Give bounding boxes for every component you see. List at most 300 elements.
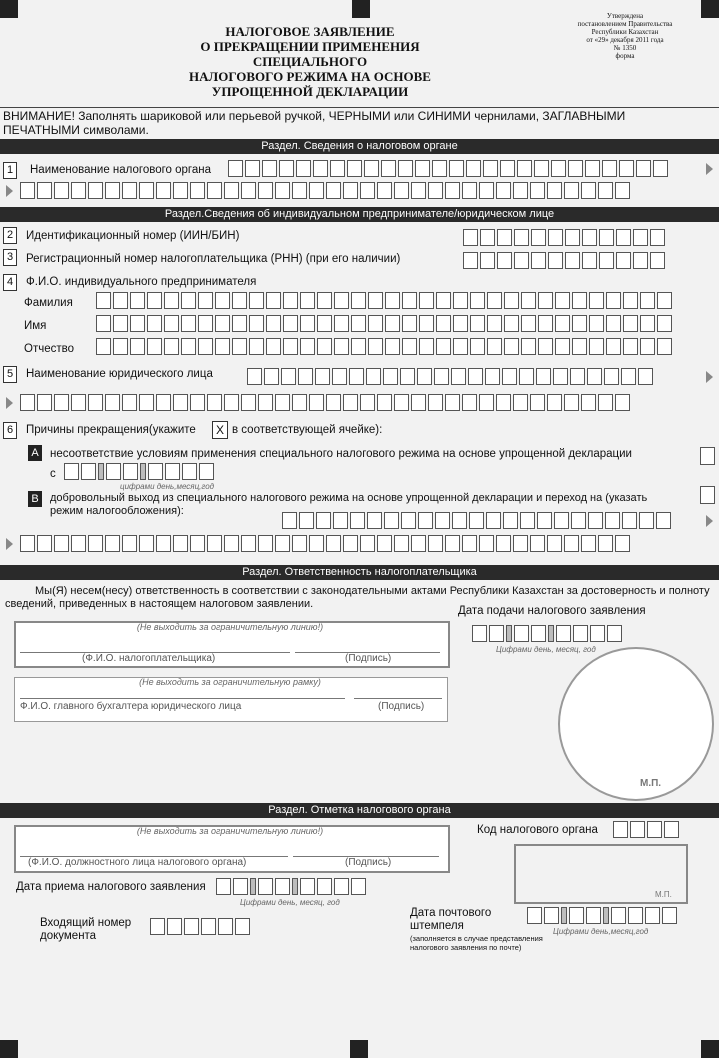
input-cell[interactable] [317, 292, 332, 309]
input-cell[interactable] [555, 338, 570, 355]
input-cell[interactable] [283, 315, 298, 332]
input-cell[interactable] [381, 160, 396, 177]
patronymic-cells[interactable] [96, 338, 672, 355]
input-cell[interactable] [606, 338, 621, 355]
input-cell[interactable] [264, 368, 279, 385]
input-cell[interactable] [402, 292, 417, 309]
input-cell[interactable] [572, 292, 587, 309]
input-cell[interactable] [241, 394, 256, 411]
input-cell[interactable] [148, 463, 163, 480]
input-cell[interactable] [315, 368, 330, 385]
input-cell[interactable] [547, 182, 562, 199]
input-cell[interactable] [309, 535, 324, 552]
input-cell[interactable] [332, 368, 347, 385]
input-cell[interactable] [548, 252, 563, 269]
input-cell[interactable] [487, 315, 502, 332]
input-cell[interactable] [623, 315, 638, 332]
input-cell[interactable] [88, 535, 103, 552]
input-cell[interactable] [500, 160, 515, 177]
input-cell[interactable] [199, 463, 214, 480]
legal-entity-cells[interactable] [247, 368, 653, 385]
input-cell[interactable] [275, 535, 290, 552]
input-cell[interactable] [190, 535, 205, 552]
input-cell[interactable] [150, 918, 165, 935]
input-cell[interactable] [521, 338, 536, 355]
input-cell[interactable] [530, 394, 545, 411]
input-cell[interactable] [266, 338, 281, 355]
input-cell[interactable] [54, 535, 69, 552]
input-cell[interactable] [167, 918, 182, 935]
input-cell[interactable] [514, 625, 529, 642]
input-cell[interactable] [582, 229, 597, 246]
input-cell[interactable] [633, 229, 648, 246]
input-cell[interactable] [468, 368, 483, 385]
input-cell[interactable] [606, 315, 621, 332]
input-cell[interactable] [233, 878, 248, 895]
input-cell[interactable] [470, 338, 485, 355]
input-cell[interactable] [445, 182, 460, 199]
input-cell[interactable] [105, 535, 120, 552]
input-cell[interactable] [249, 315, 264, 332]
input-cell[interactable] [207, 394, 222, 411]
input-cell[interactable] [181, 315, 196, 332]
input-cell[interactable] [520, 512, 535, 529]
input-cell[interactable] [333, 512, 348, 529]
input-cell[interactable] [531, 252, 546, 269]
input-cell[interactable] [513, 535, 528, 552]
input-cell[interactable] [317, 315, 332, 332]
name-cells[interactable] [96, 315, 672, 332]
input-cell[interactable] [130, 338, 145, 355]
input-cell[interactable] [613, 821, 628, 838]
input-cell[interactable] [555, 315, 570, 332]
input-cell[interactable] [368, 315, 383, 332]
input-cell[interactable] [514, 229, 529, 246]
input-cell[interactable] [88, 394, 103, 411]
input-cell[interactable] [640, 315, 655, 332]
input-cell[interactable] [316, 512, 331, 529]
input-cell[interactable] [317, 338, 332, 355]
input-cell[interactable] [581, 182, 596, 199]
input-cell[interactable] [581, 535, 596, 552]
input-cell[interactable] [241, 182, 256, 199]
input-cell[interactable] [428, 394, 443, 411]
input-cell[interactable] [553, 368, 568, 385]
input-cell[interactable] [218, 918, 233, 935]
input-cell[interactable] [615, 394, 630, 411]
input-cell[interactable] [633, 252, 648, 269]
option-b-checkbox[interactable] [700, 486, 715, 504]
input-cell[interactable] [615, 182, 630, 199]
input-cell[interactable] [20, 394, 35, 411]
input-cell[interactable] [503, 512, 518, 529]
input-cell[interactable] [436, 292, 451, 309]
input-cell[interactable] [479, 535, 494, 552]
input-cell[interactable] [469, 512, 484, 529]
input-cell[interactable] [262, 160, 277, 177]
input-cell[interactable] [156, 182, 171, 199]
input-cell[interactable] [653, 160, 668, 177]
input-cell[interactable] [266, 292, 281, 309]
input-cell[interactable] [279, 160, 294, 177]
input-cell[interactable] [513, 394, 528, 411]
input-cell[interactable] [428, 535, 443, 552]
input-cell[interactable] [292, 182, 307, 199]
input-cell[interactable] [582, 252, 597, 269]
input-cell[interactable] [419, 338, 434, 355]
input-cell[interactable] [623, 292, 638, 309]
input-cell[interactable] [130, 292, 145, 309]
input-cell[interactable] [485, 368, 500, 385]
input-cell[interactable] [20, 182, 35, 199]
input-cell[interactable] [598, 182, 613, 199]
input-cell[interactable] [326, 182, 341, 199]
postmark-date-cells[interactable] [527, 907, 677, 924]
input-cell[interactable] [664, 821, 679, 838]
input-cell[interactable] [343, 182, 358, 199]
legal-entity-cells-2[interactable] [20, 394, 630, 411]
input-cell[interactable] [411, 535, 426, 552]
input-cell[interactable] [434, 368, 449, 385]
input-cell[interactable] [628, 907, 643, 924]
input-cell[interactable] [571, 512, 586, 529]
input-cell[interactable] [636, 160, 651, 177]
input-cell[interactable] [334, 338, 349, 355]
input-cell[interactable] [201, 918, 216, 935]
input-cell[interactable] [599, 229, 614, 246]
input-cell[interactable] [531, 625, 546, 642]
input-cell[interactable] [275, 878, 290, 895]
input-cell[interactable] [483, 160, 498, 177]
iin-cells[interactable] [463, 229, 665, 246]
input-cell[interactable] [292, 394, 307, 411]
input-cell[interactable] [462, 535, 477, 552]
input-cell[interactable] [215, 292, 230, 309]
input-cell[interactable] [122, 535, 137, 552]
tax-authority-cells-2[interactable] [20, 182, 630, 199]
input-cell[interactable] [572, 338, 587, 355]
input-cell[interactable] [258, 878, 273, 895]
input-cell[interactable] [657, 315, 672, 332]
input-cell[interactable] [105, 182, 120, 199]
input-cell[interactable] [445, 535, 460, 552]
input-cell[interactable] [326, 535, 341, 552]
input-cell[interactable] [402, 315, 417, 332]
input-cell[interactable] [402, 338, 417, 355]
input-cell[interactable] [568, 160, 583, 177]
input-cell[interactable] [20, 535, 35, 552]
input-cell[interactable] [573, 625, 588, 642]
input-cell[interactable] [113, 292, 128, 309]
input-cell[interactable] [480, 229, 495, 246]
input-cell[interactable] [496, 394, 511, 411]
input-cell[interactable] [309, 182, 324, 199]
tax-office-code-cells[interactable] [613, 821, 679, 838]
input-cell[interactable] [37, 535, 52, 552]
input-cell[interactable] [419, 292, 434, 309]
input-cell[interactable] [588, 512, 603, 529]
input-cell[interactable] [445, 394, 460, 411]
input-cell[interactable] [282, 512, 297, 529]
input-cell[interactable] [589, 338, 604, 355]
input-cell[interactable] [96, 338, 111, 355]
input-cell[interactable] [181, 338, 196, 355]
input-cell[interactable] [139, 394, 154, 411]
input-cell[interactable] [611, 907, 626, 924]
input-cell[interactable] [519, 368, 534, 385]
input-cell[interactable] [228, 160, 243, 177]
input-cell[interactable] [173, 394, 188, 411]
input-cell[interactable] [432, 160, 447, 177]
input-cell[interactable] [517, 160, 532, 177]
input-cell[interactable] [487, 292, 502, 309]
input-cell[interactable] [383, 368, 398, 385]
input-cell[interactable] [547, 535, 562, 552]
input-cell[interactable] [377, 394, 392, 411]
input-cell[interactable] [453, 315, 468, 332]
input-cell[interactable] [463, 252, 478, 269]
input-cell[interactable] [296, 160, 311, 177]
input-cell[interactable] [452, 512, 467, 529]
input-cell[interactable] [462, 182, 477, 199]
input-cell[interactable] [480, 252, 495, 269]
input-cell[interactable] [548, 229, 563, 246]
input-cell[interactable] [71, 182, 86, 199]
input-cell[interactable] [504, 338, 519, 355]
input-cell[interactable] [37, 182, 52, 199]
input-cell[interactable] [572, 315, 587, 332]
input-cell[interactable] [564, 182, 579, 199]
input-cell[interactable] [235, 918, 250, 935]
option-a-date-cells[interactable] [64, 463, 214, 480]
input-cell[interactable] [489, 625, 504, 642]
input-cell[interactable] [215, 338, 230, 355]
input-cell[interactable] [657, 292, 672, 309]
input-cell[interactable] [587, 368, 602, 385]
input-cell[interactable] [453, 338, 468, 355]
input-cell[interactable] [368, 292, 383, 309]
input-cell[interactable] [281, 368, 296, 385]
input-cell[interactable] [527, 907, 542, 924]
input-cell[interactable] [398, 160, 413, 177]
input-cell[interactable] [139, 182, 154, 199]
input-cell[interactable] [349, 368, 364, 385]
input-cell[interactable] [598, 394, 613, 411]
input-cell[interactable] [538, 315, 553, 332]
input-cell[interactable] [514, 252, 529, 269]
input-cell[interactable] [173, 535, 188, 552]
input-cell[interactable] [54, 394, 69, 411]
input-cell[interactable] [377, 182, 392, 199]
input-cell[interactable] [564, 535, 579, 552]
input-cell[interactable] [630, 821, 645, 838]
input-cell[interactable] [536, 368, 551, 385]
input-cell[interactable] [436, 315, 451, 332]
input-cell[interactable] [401, 512, 416, 529]
input-cell[interactable] [360, 535, 375, 552]
input-cell[interactable] [385, 292, 400, 309]
input-cell[interactable] [334, 315, 349, 332]
input-cell[interactable] [599, 252, 614, 269]
input-cell[interactable] [360, 182, 375, 199]
input-cell[interactable] [428, 182, 443, 199]
input-cell[interactable] [556, 625, 571, 642]
input-cell[interactable] [122, 394, 137, 411]
input-cell[interactable] [299, 512, 314, 529]
input-cell[interactable] [139, 535, 154, 552]
input-cell[interactable] [283, 338, 298, 355]
input-cell[interactable] [513, 182, 528, 199]
input-cell[interactable] [497, 252, 512, 269]
input-cell[interactable] [565, 252, 580, 269]
input-cell[interactable] [164, 292, 179, 309]
input-cell[interactable] [198, 338, 213, 355]
input-cell[interactable] [266, 315, 281, 332]
input-cell[interactable] [564, 394, 579, 411]
input-cell[interactable] [313, 160, 328, 177]
input-cell[interactable] [88, 182, 103, 199]
input-cell[interactable] [470, 292, 485, 309]
input-cell[interactable] [258, 182, 273, 199]
input-cell[interactable] [530, 535, 545, 552]
input-cell[interactable] [538, 292, 553, 309]
input-cell[interactable] [247, 368, 262, 385]
input-cell[interactable] [400, 368, 415, 385]
input-cell[interactable] [164, 315, 179, 332]
input-cell[interactable] [350, 512, 365, 529]
input-cell[interactable] [123, 463, 138, 480]
input-cell[interactable] [106, 463, 121, 480]
input-cell[interactable] [147, 315, 162, 332]
input-cell[interactable] [496, 182, 511, 199]
input-cell[interactable] [607, 625, 622, 642]
input-cell[interactable] [368, 338, 383, 355]
input-cell[interactable] [232, 338, 247, 355]
input-cell[interactable] [317, 878, 332, 895]
input-cell[interactable] [656, 512, 671, 529]
input-cell[interactable] [147, 292, 162, 309]
input-cell[interactable] [351, 292, 366, 309]
input-cell[interactable] [71, 394, 86, 411]
submission-date-cells[interactable] [472, 625, 622, 642]
input-cell[interactable] [105, 394, 120, 411]
input-cell[interactable] [589, 315, 604, 332]
input-cell[interactable] [347, 160, 362, 177]
input-cell[interactable] [622, 512, 637, 529]
input-cell[interactable] [531, 229, 546, 246]
input-cell[interactable] [394, 182, 409, 199]
input-cell[interactable] [570, 368, 585, 385]
input-cell[interactable] [377, 535, 392, 552]
input-cell[interactable] [569, 907, 584, 924]
input-cell[interactable] [364, 160, 379, 177]
input-cell[interactable] [309, 394, 324, 411]
input-cell[interactable] [96, 292, 111, 309]
input-cell[interactable] [215, 315, 230, 332]
input-cell[interactable] [181, 292, 196, 309]
input-cell[interactable] [147, 338, 162, 355]
surname-cells[interactable] [96, 292, 672, 309]
input-cell[interactable] [232, 292, 247, 309]
input-cell[interactable] [283, 292, 298, 309]
regime-cells-2[interactable] [20, 535, 630, 552]
input-cell[interactable] [64, 463, 79, 480]
input-cell[interactable] [419, 315, 434, 332]
input-cell[interactable] [623, 338, 638, 355]
input-cell[interactable] [351, 338, 366, 355]
input-cell[interactable] [343, 394, 358, 411]
input-cell[interactable] [249, 292, 264, 309]
input-cell[interactable] [521, 292, 536, 309]
input-cell[interactable] [537, 512, 552, 529]
input-cell[interactable] [530, 182, 545, 199]
input-cell[interactable] [435, 512, 450, 529]
input-cell[interactable] [224, 182, 239, 199]
input-cell[interactable] [198, 315, 213, 332]
input-cell[interactable] [224, 535, 239, 552]
input-cell[interactable] [604, 368, 619, 385]
input-cell[interactable] [190, 394, 205, 411]
input-cell[interactable] [300, 878, 315, 895]
input-cell[interactable] [334, 292, 349, 309]
input-cell[interactable] [54, 182, 69, 199]
accept-date-cells[interactable] [216, 878, 366, 895]
input-cell[interactable] [367, 512, 382, 529]
input-cell[interactable] [487, 338, 502, 355]
input-cell[interactable] [602, 160, 617, 177]
input-cell[interactable] [497, 229, 512, 246]
input-cell[interactable] [586, 907, 601, 924]
input-cell[interactable] [640, 292, 655, 309]
input-cell[interactable] [616, 252, 631, 269]
input-cell[interactable] [198, 292, 213, 309]
input-cell[interactable] [249, 338, 264, 355]
input-cell[interactable] [298, 368, 313, 385]
input-cell[interactable] [415, 160, 430, 177]
input-cell[interactable] [326, 394, 341, 411]
input-cell[interactable] [207, 535, 222, 552]
input-cell[interactable] [156, 394, 171, 411]
input-cell[interactable] [616, 229, 631, 246]
input-cell[interactable] [113, 315, 128, 332]
input-cell[interactable] [502, 368, 517, 385]
input-cell[interactable] [565, 229, 580, 246]
input-cell[interactable] [547, 394, 562, 411]
input-cell[interactable] [122, 182, 137, 199]
input-cell[interactable] [589, 292, 604, 309]
input-cell[interactable] [486, 512, 501, 529]
input-cell[interactable] [360, 394, 375, 411]
input-cell[interactable] [462, 394, 477, 411]
input-cell[interactable] [504, 292, 519, 309]
input-cell[interactable] [366, 368, 381, 385]
input-cell[interactable] [657, 338, 672, 355]
input-cell[interactable] [300, 315, 315, 332]
input-cell[interactable] [451, 368, 466, 385]
input-cell[interactable] [351, 315, 366, 332]
input-cell[interactable] [647, 821, 662, 838]
input-cell[interactable] [639, 512, 654, 529]
input-cell[interactable] [232, 315, 247, 332]
input-cell[interactable] [470, 315, 485, 332]
input-cell[interactable] [554, 512, 569, 529]
input-cell[interactable] [534, 160, 549, 177]
input-cell[interactable] [640, 338, 655, 355]
input-cell[interactable] [184, 918, 199, 935]
input-cell[interactable] [411, 394, 426, 411]
input-cell[interactable] [551, 160, 566, 177]
input-cell[interactable] [496, 535, 511, 552]
